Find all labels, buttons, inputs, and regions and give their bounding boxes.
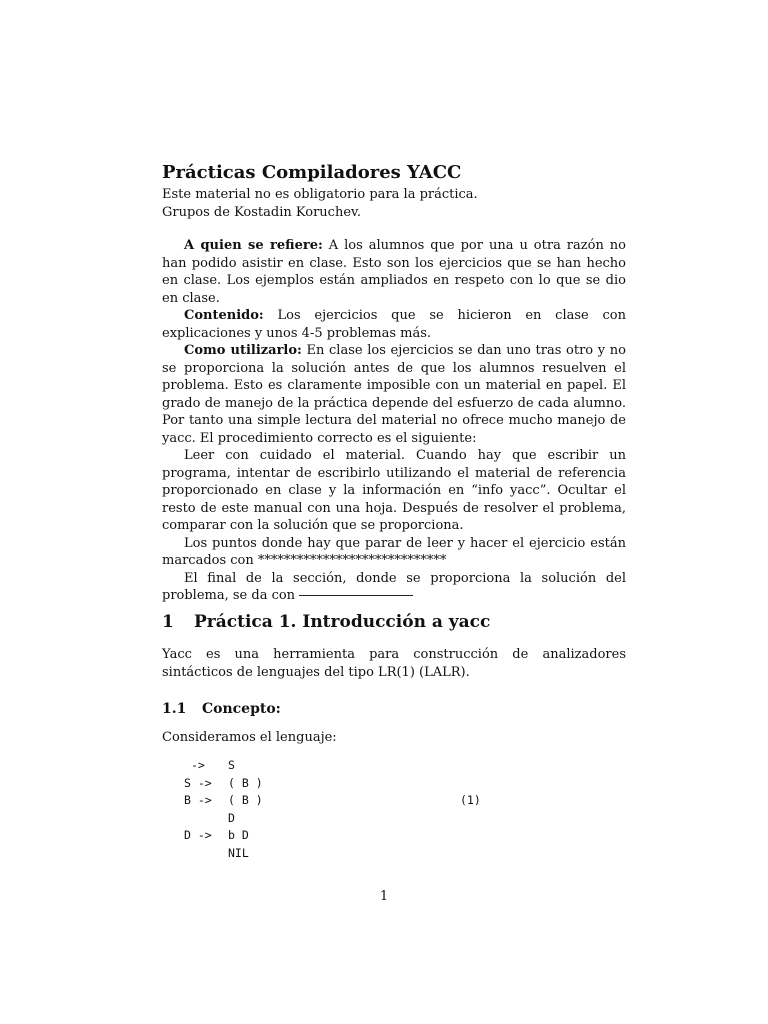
paragraph-text: Los puntos donde hay que parar de leer y hacer el ejercicio están marcados con *****************************	[162, 535, 626, 568]
paragraph-content	[162, 307, 626, 342]
paragraph-usage	[162, 342, 626, 447]
page-number: 1	[379, 889, 389, 904]
paragraph-text: El final de la sección, donde se proporciona la solución del problema, se da con	[162, 570, 626, 603]
paragraph-text: A los alumnos que por una u otra razón no han podido asistir en clase. Esto son los ejercicios que se han hecho en clase. Los ejemplos están ampliados en respeto con lo que se dio en clase.	[162, 238, 626, 306]
grammar-lhs: S	[184, 775, 191, 790]
grammar-lhs: D	[184, 828, 191, 842]
document-meta	[162, 186, 478, 221]
subsection-number: 1.1	[162, 701, 187, 717]
paragraph-section-end	[162, 570, 626, 605]
grammar-rhs: ( B )	[228, 775, 263, 790]
paragraph-label: Como utilizarlo:	[184, 343, 302, 358]
grammar-line	[184, 827, 484, 845]
section-number: 1	[162, 612, 174, 632]
grammar-arrow: ->	[197, 775, 212, 790]
paragraph-label: A quien se refiere:	[184, 238, 323, 253]
subsection-title: Concepto:	[202, 701, 281, 717]
paragraph-procedure	[162, 447, 626, 535]
paragraph-audience	[162, 237, 626, 307]
grammar-rhs: NIL	[228, 845, 249, 860]
grammar-block	[184, 757, 484, 862]
paragraph-stop-marks	[162, 535, 626, 570]
paragraph-text: Leer con cuidado el material. Cuando hay que escribir un programa, intentar de escribirlo utilizando el material de referencia proporcionado en clase y la información en “info yacc”. Ocultar el resto de este manual con una hoja. Después de resolver el problema, comparar con la solución que se proporciona.	[162, 448, 626, 533]
grammar-rhs: ( B )	[228, 793, 263, 807]
section-heading	[162, 612, 490, 632]
grammar-line	[184, 845, 484, 863]
grammar-line	[184, 810, 484, 828]
paragraph-text: En clase los ejercicios se dan uno tras otro y no se proporciona la solución antes de que los alumnos resuelven el problema. Esto es claramente imposible con un material en papel. El grado de manejo de la práctica depende del esfuerzo de cada alumno. Por tanto una simple lectura del material no ofrece mucho manejo de yacc. El procedimiento correcto es el siguiente:	[162, 343, 626, 446]
grammar-arrow: ->	[190, 758, 205, 772]
subsection-heading	[162, 701, 281, 717]
horizontal-rule	[299, 595, 413, 596]
grammar-line	[184, 757, 484, 775]
grammar-arrow: ->	[197, 793, 212, 807]
grammar-line	[184, 775, 484, 793]
grammar-rhs: S	[228, 758, 235, 772]
grammar-rhs: D	[228, 810, 235, 825]
meta-line: Este material no es obligatorio para la práctica.	[162, 187, 478, 202]
grammar-line	[184, 792, 484, 810]
section-title: Práctica 1. Introducción a yacc	[194, 612, 491, 632]
equation-number: (1)	[460, 793, 481, 807]
grammar-rhs: b D	[228, 828, 249, 842]
page-title: Prácticas Compiladores YACC	[162, 162, 462, 183]
grammar-lhs: B	[184, 793, 191, 807]
meta-line: Grupos de Kostadin Koruchev.	[162, 204, 361, 220]
intro-body	[162, 237, 626, 605]
section-paragraph: Yacc es una herramienta para construcción de analizadores sintácticos de lenguajes del tipo LR(1) (LALR).	[162, 647, 626, 680]
paragraph-text: Los ejercicios que se hicieron en clase con explicaciones y unos 4-5 problemas más.	[162, 308, 626, 341]
grammar-arrow: ->	[197, 828, 212, 842]
subsection-paragraph: Consideramos el lenguaje:	[162, 730, 337, 745]
paragraph-label: Contenido:	[184, 308, 264, 323]
